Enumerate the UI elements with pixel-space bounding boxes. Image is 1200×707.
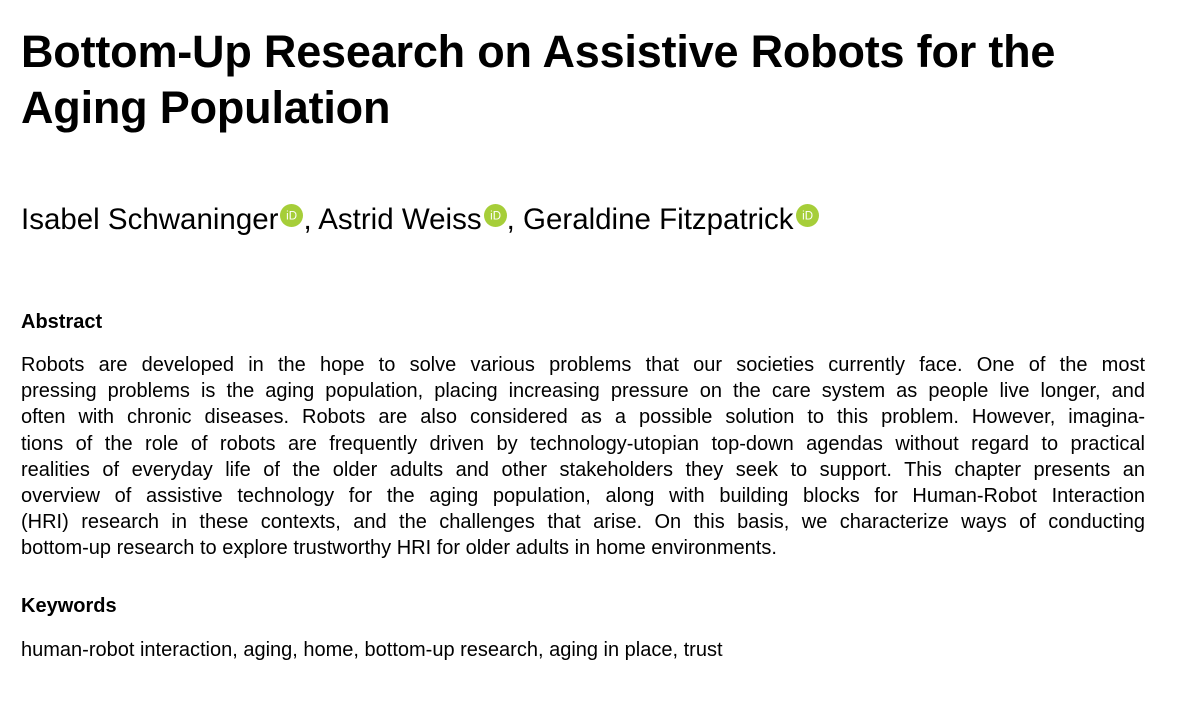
author-separator: , xyxy=(303,203,319,236)
orcid-icon[interactable] xyxy=(484,204,507,227)
keywords-heading: Keywords xyxy=(21,595,117,617)
abstract-text xyxy=(21,352,1145,562)
author-name: Astrid Weiss xyxy=(318,203,482,236)
orcid-glyph: iD xyxy=(286,210,298,223)
abstract-line: overview of assistive technology for the aging population, along with building blocks for Human-Robot Interaction xyxy=(21,485,1145,508)
abstract-line: realities of everyday life of the older adults and other stakeholders they seek to support. This chapter presents an xyxy=(21,458,1145,481)
abstract-line: often with chronic diseases. Robots are also considered as a possible solution to this problem. However, imagina- xyxy=(21,406,1145,429)
author-separator: , xyxy=(506,203,524,236)
author-name: Geraldine Fitzpatrick xyxy=(523,203,794,236)
abstract-line: pressing problems is the aging population, placing increasing pressure on the care system as people live longer, and xyxy=(21,380,1145,403)
abstract-line: bottom-up research to explore trustworthy HRI for older adults in home environments. xyxy=(21,537,777,560)
orcid-icon[interactable] xyxy=(796,204,819,227)
author-name: Isabel Schwaninger xyxy=(21,203,279,236)
paper-title: Bottom-Up Research on Assistive Robots for the Aging Population xyxy=(21,26,1056,133)
abstract-heading: Abstract xyxy=(21,311,103,333)
orcid-glyph: iD xyxy=(489,210,501,223)
orcid-glyph: iD xyxy=(801,210,813,223)
abstract-line: tions of the role of robots are frequently driven by technology-utopian top-down agendas without regard to practical xyxy=(21,432,1145,455)
abstract-line: Robots are developed in the hope to solve various problems that our societies currently face. One of the most xyxy=(21,354,1145,376)
keywords-text: human-robot interaction, aging, home, bottom-up research, aging in place, trust xyxy=(21,639,723,661)
author-list xyxy=(21,200,819,240)
orcid-icon[interactable] xyxy=(280,204,303,227)
abstract-line: (HRI) research in these contexts, and the challenges that arise. On this basis, we characterize ways of conducting xyxy=(21,511,1145,534)
